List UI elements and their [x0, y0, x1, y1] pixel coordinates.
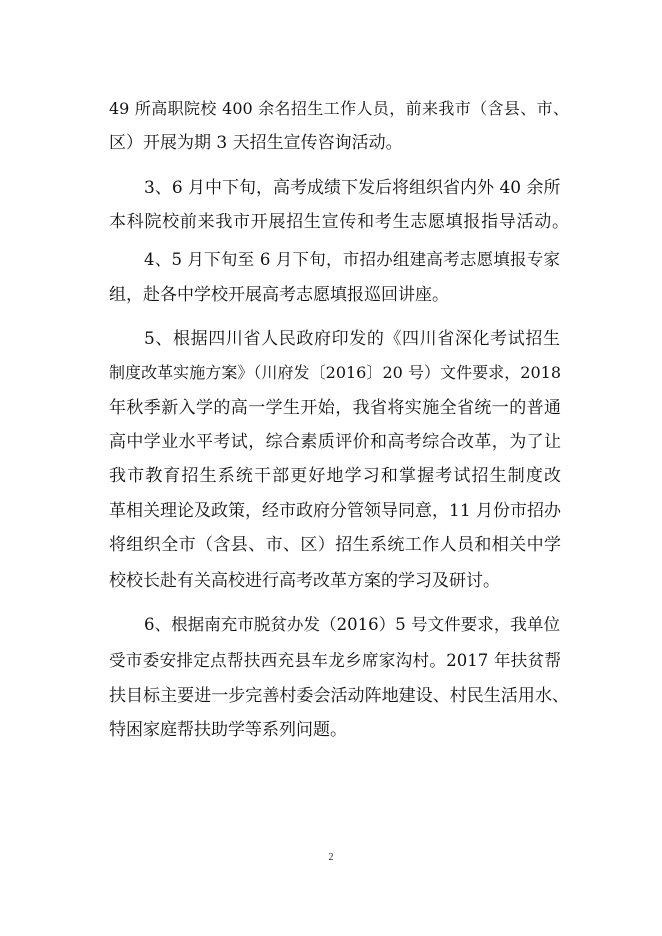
- text-line-3: 3、6 月中下旬，高考成绩下发后将组织省内外 40 余所: [144, 178, 561, 198]
- body-line: [0, 565, 662, 597]
- text-line-4: 本科院校前来我市开展招生宣传和考生志愿填报指导活动。: [109, 212, 569, 232]
- body-line: [0, 426, 662, 458]
- text-line-15: 6、根据南充市脱贫办发（2016）5 号文件要求，我单位: [144, 615, 560, 634]
- text-line-16: 受市委安排定点帮扶西充县车龙乡席家沟村。2017 年扶贫帮: [109, 651, 561, 670]
- body-line: [0, 392, 662, 424]
- page-number: 2: [328, 852, 334, 863]
- body-line: [0, 495, 662, 527]
- text-line-13: 将组织全市（含县、市、区）招生系统工作人员和相关中学: [109, 535, 561, 555]
- text-line-11: 我市教育招生系统干部更好地学习和掌握考试招生制度改: [109, 466, 561, 486]
- body-line: [0, 714, 662, 746]
- text-line-5: 4、5 月下旬至 6 月下旬，市招办组建高考志愿填报专家: [144, 250, 560, 269]
- body-line: [0, 244, 662, 276]
- body-line: [0, 127, 662, 159]
- body-line: [0, 323, 662, 355]
- text-line-12: 革相关理论及政策，经市政府分管领导同意，11 月份市招办: [109, 501, 562, 521]
- body-line: [0, 279, 662, 311]
- text-line-14: 校校长赴有关高校进行高考改革方案的学习及研讨。: [109, 571, 500, 591]
- body-line: [0, 680, 662, 712]
- body-line: [0, 93, 662, 125]
- text-line-18: 特困家庭帮扶助学等系列问题。: [109, 720, 347, 740]
- body-line: [0, 172, 662, 204]
- body-line: [0, 609, 662, 641]
- body-line: [0, 460, 662, 492]
- body-line: [0, 529, 662, 561]
- text-line-8: 制度改革实施方案》（川府发〔2016〕20 号）文件要求，2018: [109, 363, 561, 382]
- text-line-7: 5、根据四川省人民政府印发的《四川省深化考试招生: [144, 329, 560, 349]
- body-line: [0, 357, 662, 389]
- text-line-10: 高中学业水平考试，综合素质评价和高考综合改革，为了让: [109, 432, 561, 452]
- text-line-17: 扶目标主要进一步完善村委会活动阵地建设、村民生活用水、: [109, 686, 569, 706]
- text-line-9: 年秋季新入学的高一学生开始，我省将实施全省统一的普通: [109, 398, 561, 418]
- text-line-6: 组，赴各中学校开展高考志愿填报巡回讲座。: [109, 285, 449, 305]
- body-line: [0, 645, 662, 677]
- text-line-1: 49 所高职院校 400 余名招生工作人员，前来我市（含县、市、: [109, 99, 569, 118]
- body-line: [0, 206, 662, 238]
- text-line-2: 区）开展为期 3 天招生宣传咨询活动。: [109, 133, 403, 153]
